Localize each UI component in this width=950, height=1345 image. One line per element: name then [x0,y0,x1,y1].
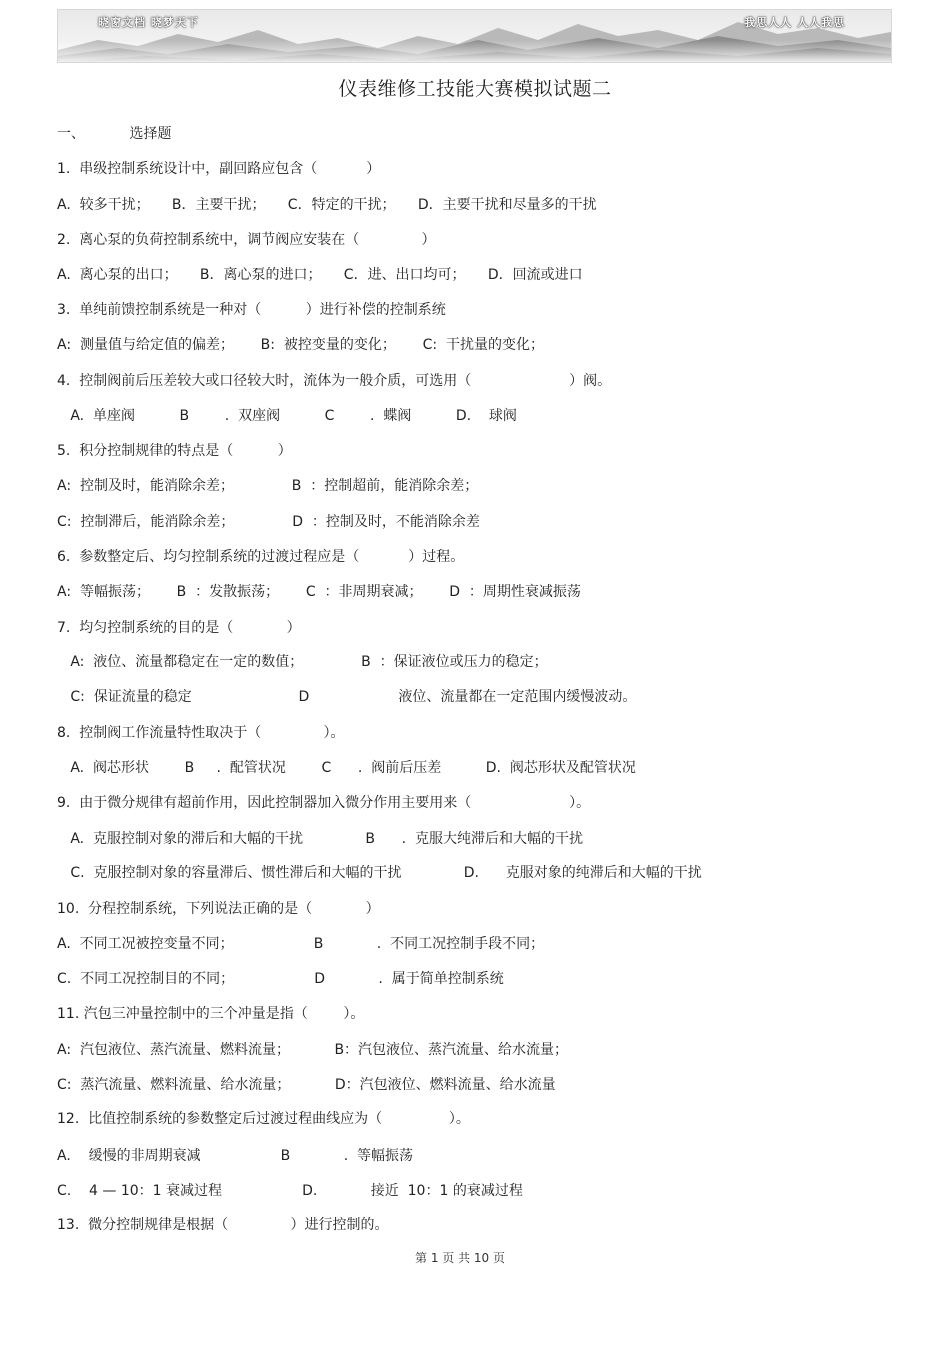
question-12-options-ab: A. 缓慢的非周期衰减 B . 等幅振荡 [57,1148,414,1164]
question-13: 13. 微分控制规律是根据（ ）进行控制的。 [57,1217,389,1233]
page-footer: 第 1 页 共 10 页 [415,1251,505,1265]
question-5-options-cd: C: 控制滞后，能消除余差； D ：控制及时，不能消除余差 [57,514,480,530]
banner-right-text: 我思人人 人人我思 [744,16,845,29]
question-12: 12. 比值控制系统的参数整定后过渡过程曲线应为（ ）。 [57,1111,470,1127]
question-10: 10. 分程控制系统，下列说法正确的是（ ） [57,901,380,917]
question-10-options-ab: A. 不同工况被控变量不同； B . 不同工况控制手段不同； [57,936,545,952]
question-11-options-cd: C: 蒸汽流量、燃料流量、给水流量； D：汽包液位、燃料流量、给水流量 [57,1077,556,1093]
question-2: 2. 离心泵的负荷控制系统中，调节阀应安装在（ ） [57,232,436,248]
question-11: 11. 汽包三冲量控制中的三个冲量是指（ ）。 [57,1006,365,1022]
question-9-options-cd: C. 克服控制对象的容量滞后、惯性滞后和大幅的干扰 D. 克服对象的纯滞后和大幅的干扰 [57,865,702,881]
question-5-options-ab: A: 控制及时，能消除余差； B ：控制超前，能消除余差； [57,478,479,494]
question-10-options-cd: C. 不同工况控制目的不同； D . 属于简单控制系统 [57,971,504,987]
banner-left-text: 晓窗文档 晓梦天下 [98,16,199,29]
document-title: 仪表维修工技能大赛模拟试题二 [338,78,612,100]
question-9: 9. 由于微分规律有超前作用，因此控制器加入微分作用主要用来（ ）。 [57,795,591,811]
question-7-options-ab: A: 液位、流量都稳定在一定的数值； B ：保证液位或压力的稳定； [57,654,548,670]
question-7-options-cd: C: 保证流量的稳定 D 液位、流量都在一定范围内缓慢波动。 [57,689,637,705]
question-1-options: A. 较多干扰； B．主要干扰； C．特定的干扰； D．主要干扰和尽量多的干扰 [57,197,597,213]
question-6: 6. 参数整定后、均匀控制系统的过渡过程应是（ ）过程。 [57,549,465,565]
question-8-options: A. 阀芯形状 B . 配管状况 C . 阀前后压差 D. 阀芯形状及配管状况 [57,760,636,776]
question-4: 4. 控制阀前后压差较大或口径较大时，流体为一般介质，可选用（ ）阀。 [57,373,612,389]
question-3-options: A: 测量值与给定值的偏差； B: 被控变量的变化； C: 干扰量的变化； [57,337,544,353]
header-banner [57,9,892,63]
question-4-options: A. 单座阀 B . 双座阀 C . 蝶阀 D. 球阀 [57,408,517,424]
question-8: 8. 控制阀工作流量特性取决于（ ）。 [57,725,345,741]
question-12-options-cd: C. 4 — 10：1 衰减过程 D. 接近 10：1 的衰减过程 [57,1183,523,1199]
question-5: 5. 积分控制规律的特点是（ ） [57,443,292,459]
question-3: 3. 单纯前馈控制系统是一种对（ ）进行补偿的控制系统 [57,302,446,318]
question-9-options-ab: A. 克服控制对象的滞后和大幅的干扰 B . 克服大纯滞后和大幅的干扰 [57,831,583,847]
question-6-options: A: 等幅振荡； B ：发散振荡； C ：非周期衰减； D ：周期性衰减振荡 [57,584,581,600]
question-7: 7. 均匀控制系统的目的是（ ） [57,620,301,636]
section-heading: 一、 选择题 [57,126,172,142]
question-11-options-ab: A: 汽包液位、蒸汽流量、燃料流量； B：汽包液位、蒸汽流量、给水流量； [57,1042,569,1058]
question-1: 1. 串级控制系统设计中，副回路应包含（ ） [57,161,381,177]
question-2-options: A. 离心泵的出口； B．离心泵的进口； C．进、出口均可； D．回流或进口 [57,267,583,283]
